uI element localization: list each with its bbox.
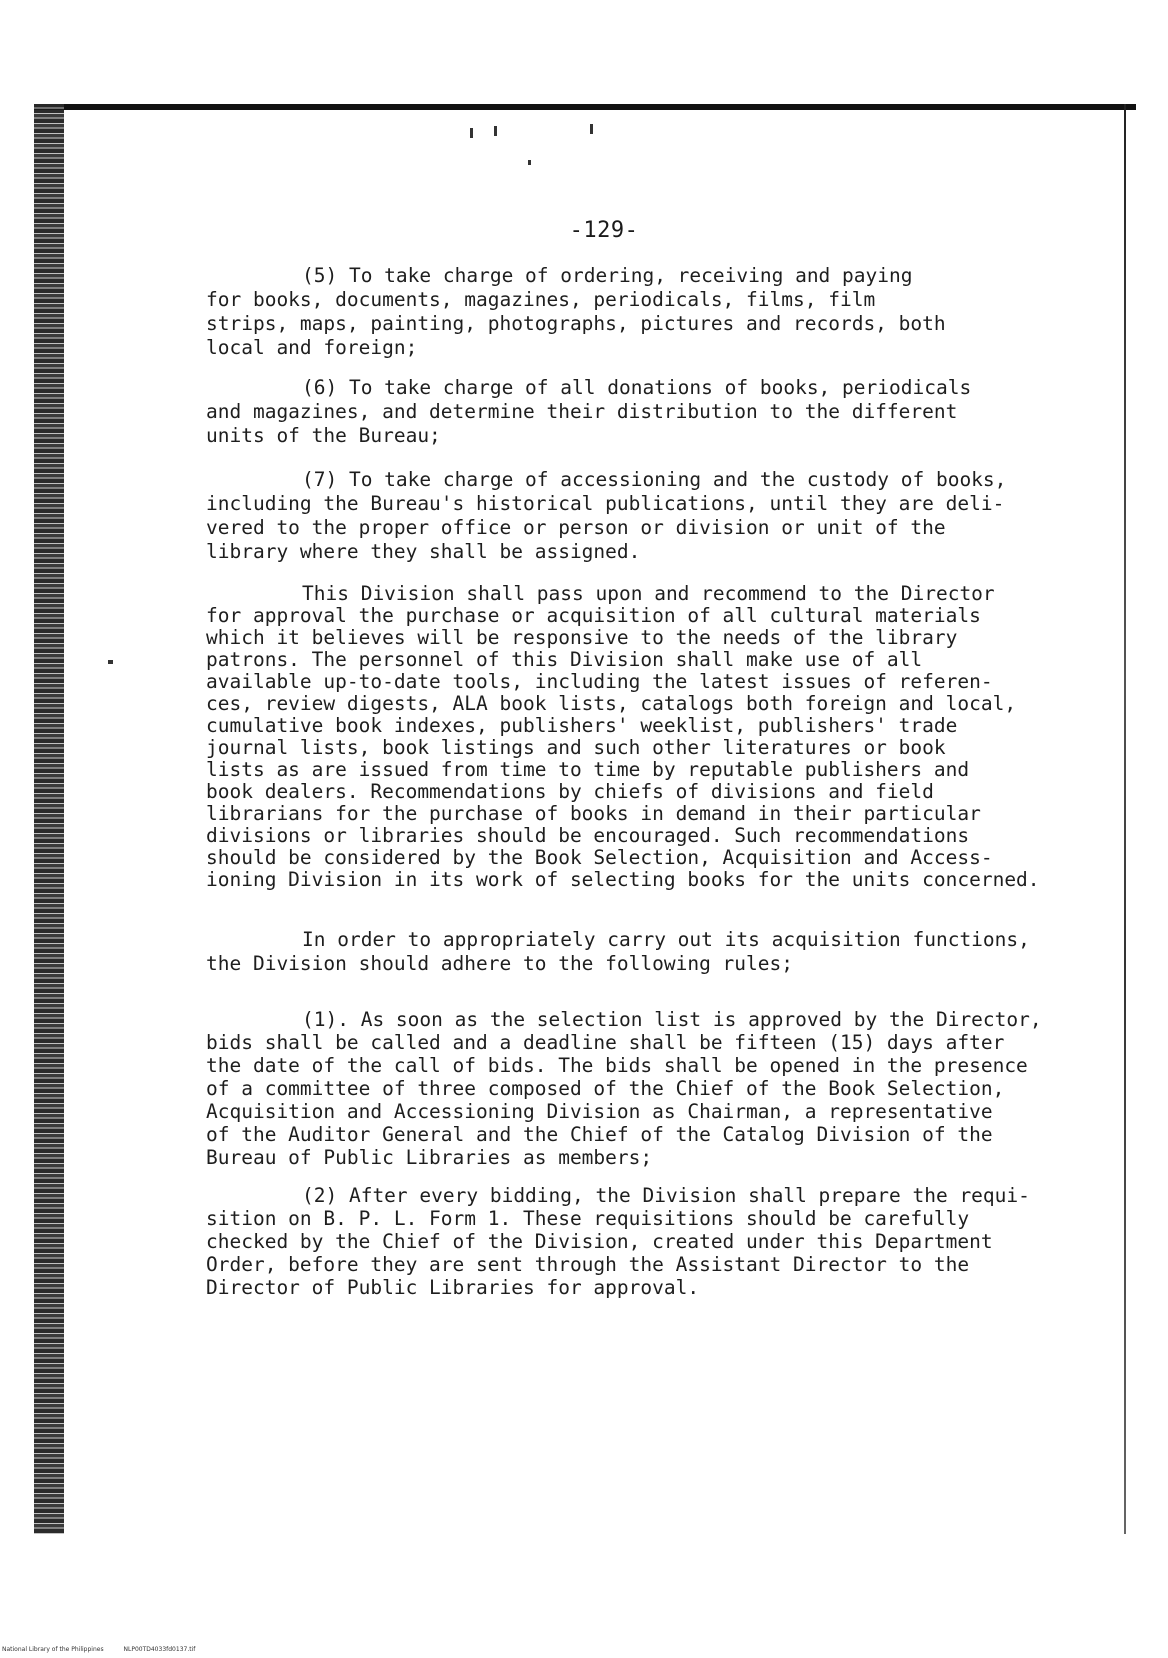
- binding-edge: [34, 104, 64, 1534]
- text-line: Director of Public Libraries for approval.: [206, 1276, 700, 1299]
- text-line: (7) To take charge of accessioning and the custody of books,: [302, 468, 1007, 491]
- text-line: Order, before they are sent through the Assistant Director to the: [206, 1253, 970, 1276]
- paragraph-item-5: [206, 264, 1066, 360]
- text-line: Acquisition and Accessioning Division as Chairman, a representative: [206, 1100, 993, 1123]
- text-line: (1). As soon as the selection list is approved by the Director,: [302, 1008, 1042, 1031]
- text-line: strips, maps, painting, photographs, pictures and records, both: [206, 312, 946, 335]
- scan-footer: [2, 1646, 213, 1653]
- text-line: the date of the call of bids. The bids shall be opened in the presence: [206, 1054, 1028, 1077]
- text-line: Bureau of Public Libraries as members;: [206, 1146, 653, 1169]
- text-line: should be considered by the Book Selection, Acquisition and Access-: [206, 846, 993, 869]
- paragraph-rule-2: [206, 1184, 1066, 1299]
- scan-speck: [494, 126, 497, 136]
- text-line: ces, review digests, ALA book lists, catalogs both foreign and local,: [206, 692, 1017, 715]
- text-line: library where they shall be assigned.: [206, 540, 641, 563]
- text-line: for books, documents, magazines, periodicals, films, film: [206, 288, 876, 311]
- text-line: (6) To take charge of all donations of books, periodicals: [302, 376, 972, 399]
- footer-library-name: National Library of the Philippines: [2, 1646, 104, 1653]
- text-line: patrons. The personnel of this Division shall make use of all: [206, 648, 923, 671]
- paragraph-rule-1: [206, 1008, 1066, 1169]
- text-line: of a committee of three composed of the Chief of the Book Selection,: [206, 1077, 1005, 1100]
- text-line: (2) After every bidding, the Division shall prepare the requi-: [302, 1184, 1030, 1207]
- text-line: units of the Bureau;: [206, 424, 441, 447]
- text-line: (5) To take charge of ordering, receiving and paying: [302, 264, 913, 287]
- text-line: the Division should adhere to the following rules;: [206, 952, 793, 975]
- text-line: In order to appropriately carry out its acquisition functions,: [302, 928, 1030, 951]
- text-line: This Division shall pass upon and recommend to the Director: [302, 582, 995, 605]
- paragraph-item-7: [206, 468, 1066, 564]
- text-line: vered to the proper office or person or division or unit of the: [206, 516, 946, 539]
- text-line: book dealers. Recommendations by chiefs of divisions and field: [206, 780, 934, 803]
- text-line: bids shall be called and a deadline shall be fifteen (15) days after: [206, 1031, 1005, 1054]
- scan-speck: [590, 124, 593, 134]
- scan-speck: [470, 128, 473, 138]
- paragraph-acquisition-rules-intro: [206, 928, 1066, 976]
- text-line: available up-to-date tools, including the latest issues of referen-: [206, 670, 993, 693]
- text-line: checked by the Chief of the Division, created under this Department: [206, 1230, 993, 1253]
- text-line: and magazines, and determine their distribution to the different: [206, 400, 958, 423]
- text-line: sition on B. P. L. Form 1. These requisitions should be carefully: [206, 1207, 970, 1230]
- footer-file-id: NLP00TD4033fd0137.tif: [123, 1646, 196, 1653]
- text-line: including the Bureau's historical publications, until they are deli-: [206, 492, 1005, 515]
- paragraph-item-6: [206, 376, 1066, 448]
- text-line: of the Auditor General and the Chief of the Catalog Division of the: [206, 1123, 993, 1146]
- text-line: librarians for the purchase of books in demand in their particular: [206, 802, 981, 825]
- text-line: local and foreign;: [206, 336, 418, 359]
- text-line: journal lists, book listings and such other literatures or book: [206, 736, 946, 759]
- text-line: divisions or libraries should be encouraged. Such recommendations: [206, 824, 970, 847]
- text-line: for approval the purchase or acquisition of all cultural materials: [206, 604, 981, 627]
- scan-speck: [528, 160, 531, 165]
- right-edge-rule: [1124, 104, 1126, 1534]
- text-line: cumulative book indexes, publishers' weeklist, publishers' trade: [206, 714, 958, 737]
- text-line: lists as are issued from time to time by reputable publishers and: [206, 758, 970, 781]
- text-line: ioning Division in its work of selecting books for the units concerned.: [206, 868, 1040, 891]
- scan-speck: [108, 660, 113, 664]
- paragraph-division-duties: [206, 583, 1066, 891]
- text-line: which it believes will be responsive to the needs of the library: [206, 626, 958, 649]
- page-number: -129-: [569, 218, 639, 243]
